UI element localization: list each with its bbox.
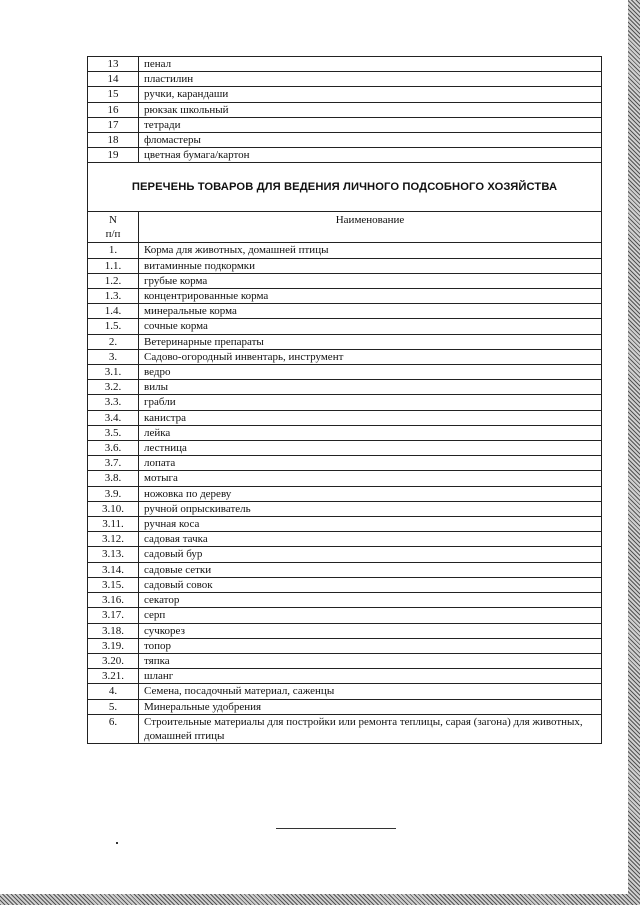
scan-edge-bottom (0, 894, 640, 905)
table-row (88, 133, 601, 148)
table-row (88, 350, 601, 365)
row-name: фломастеры (144, 134, 201, 147)
row-number: 2. (88, 335, 139, 349)
row-name: садовые сетки (144, 563, 212, 576)
row-name: рюкзак школьный (144, 103, 229, 116)
table-row (88, 502, 601, 517)
row-name: садовый совок (144, 578, 213, 591)
row-name: витаминные подкормки (144, 259, 256, 272)
row-number: 3.6. (88, 441, 139, 455)
row-name: тяпка (144, 654, 170, 667)
row-name: цветная бумага/картон (144, 149, 250, 162)
row-name: минеральные корма (144, 305, 237, 318)
row-number: 3.8. (88, 471, 139, 485)
table-row (88, 547, 601, 562)
row-name: сучкорез (144, 624, 185, 637)
table-row (88, 669, 601, 684)
row-name: вилы (144, 381, 168, 394)
row-number: 5. (88, 700, 139, 714)
row-number: 3.1. (88, 365, 139, 379)
row-name: ведро (144, 366, 171, 379)
row-number: 1.2. (88, 274, 139, 288)
table-row (88, 259, 601, 274)
table-row (88, 335, 601, 350)
row-name: садовый бур (144, 548, 203, 561)
table-row (88, 532, 601, 547)
table-row (88, 441, 601, 456)
row-number: 3. (88, 350, 139, 364)
row-name: Минеральные удобрения (144, 700, 262, 713)
table-row (88, 243, 601, 258)
main-rows-group (88, 243, 601, 744)
table-row (88, 103, 601, 118)
row-name: шланг (144, 670, 174, 683)
row-number: 16 (88, 103, 139, 117)
row-name: садовая тачка (144, 533, 208, 546)
table-row (88, 72, 601, 87)
row-name: Корма для животных, домашней птицы (144, 244, 329, 257)
row-name: серп (144, 609, 166, 622)
row-number: 1.5. (88, 319, 139, 333)
row-number: 3.21. (88, 669, 139, 683)
row-name: Ветеринарные препараты (144, 335, 264, 348)
row-name: грабли (144, 396, 176, 409)
header-num-cell (88, 212, 139, 242)
table-row (88, 471, 601, 486)
table-row (88, 684, 601, 699)
table-row (88, 380, 601, 395)
header-num-line2: п/п (105, 228, 121, 241)
row-name: пенал (144, 58, 172, 70)
row-name: ручной опрыскиватель (144, 502, 251, 515)
row-number: 3.12. (88, 532, 139, 546)
table-row (88, 289, 601, 304)
table-row (88, 426, 601, 441)
scan-dot (116, 842, 118, 844)
row-number: 1.4. (88, 304, 139, 318)
header-num-line1: N (109, 214, 117, 227)
row-name: ручки, карандаши (144, 88, 229, 101)
row-name: концентрированные корма (144, 290, 269, 303)
row-number: 15 (88, 87, 139, 101)
table-row (88, 639, 601, 654)
table-row (88, 118, 601, 133)
section-title: ПЕРЕЧЕНЬ ТОВАРОВ ДЛЯ ВЕДЕНИЯ ЛИЧНОГО ПОДСОБНОГО ХОЗЯЙСТВА (88, 163, 601, 212)
row-number: 3.13. (88, 547, 139, 561)
row-number: 17 (88, 118, 139, 132)
row-name: лестница (144, 442, 187, 455)
row-number: 19 (88, 148, 139, 162)
table-row (88, 395, 601, 410)
row-number: 3.4. (88, 411, 139, 425)
table-row (88, 487, 601, 502)
row-number: 14 (88, 72, 139, 86)
row-name: сочные корма (144, 320, 208, 333)
row-name: тетради (144, 118, 181, 131)
row-name: лейка (144, 426, 171, 439)
table-row (88, 517, 601, 532)
table-row (88, 456, 601, 471)
row-name: грубые корма (144, 274, 208, 287)
row-name: Строительные материалы для постройки или ремонта теплицы, сарая (загона) для животных, домашней птицы (144, 715, 583, 742)
row-name: топор (144, 639, 172, 652)
table-row (88, 148, 601, 163)
row-number: 13 (88, 57, 139, 71)
table-row (88, 87, 601, 102)
row-number: 3.2. (88, 380, 139, 394)
row-number: 1.3. (88, 289, 139, 303)
top-rows-group (88, 57, 601, 163)
table-row (88, 715, 601, 744)
row-number: 3.11. (88, 517, 139, 531)
row-name: канистра (144, 411, 187, 424)
row-number: 3.9. (88, 487, 139, 501)
row-number: 3.3. (88, 395, 139, 409)
row-name: ручная коса (144, 518, 200, 531)
row-name: пластилин (144, 73, 194, 86)
row-name: секатор (144, 594, 180, 607)
row-number: 3.20. (88, 654, 139, 668)
row-number: 3.10. (88, 502, 139, 516)
table-row (88, 563, 601, 578)
table-row (88, 274, 601, 289)
table-row (88, 624, 601, 639)
table-row (88, 593, 601, 608)
row-number: 3.14. (88, 563, 139, 577)
table-row (88, 411, 601, 426)
row-number: 1.1. (88, 259, 139, 273)
row-number: 3.19. (88, 639, 139, 653)
table-header (88, 212, 601, 243)
table-row (88, 700, 601, 715)
table-row (88, 608, 601, 623)
row-number: 3.17. (88, 608, 139, 622)
row-name: ножовка по дереву (144, 487, 232, 500)
header-name-cell: Наименование (335, 214, 405, 227)
row-number: 6. (88, 715, 139, 743)
table-row (88, 57, 601, 72)
table-row (88, 319, 601, 334)
row-number: 3.16. (88, 593, 139, 607)
row-number: 4. (88, 684, 139, 698)
row-number: 18 (88, 133, 139, 147)
scan-edge-right (628, 0, 640, 905)
row-name: Садово-огородный инвентарь, инструмент (144, 350, 344, 363)
row-number: 3.15. (88, 578, 139, 592)
row-name: лопата (144, 457, 176, 470)
row-name: Семена, посадочный материал, саженцы (144, 685, 335, 698)
row-number: 3.5. (88, 426, 139, 440)
row-name: мотыга (144, 472, 178, 485)
table-row (88, 654, 601, 669)
signature-line (276, 828, 396, 829)
table-row (88, 578, 601, 593)
goods-table (87, 56, 602, 744)
row-number: 3.7. (88, 456, 139, 470)
row-number: 3.18. (88, 624, 139, 638)
table-row (88, 365, 601, 380)
row-number: 1. (88, 243, 139, 257)
table-row (88, 304, 601, 319)
